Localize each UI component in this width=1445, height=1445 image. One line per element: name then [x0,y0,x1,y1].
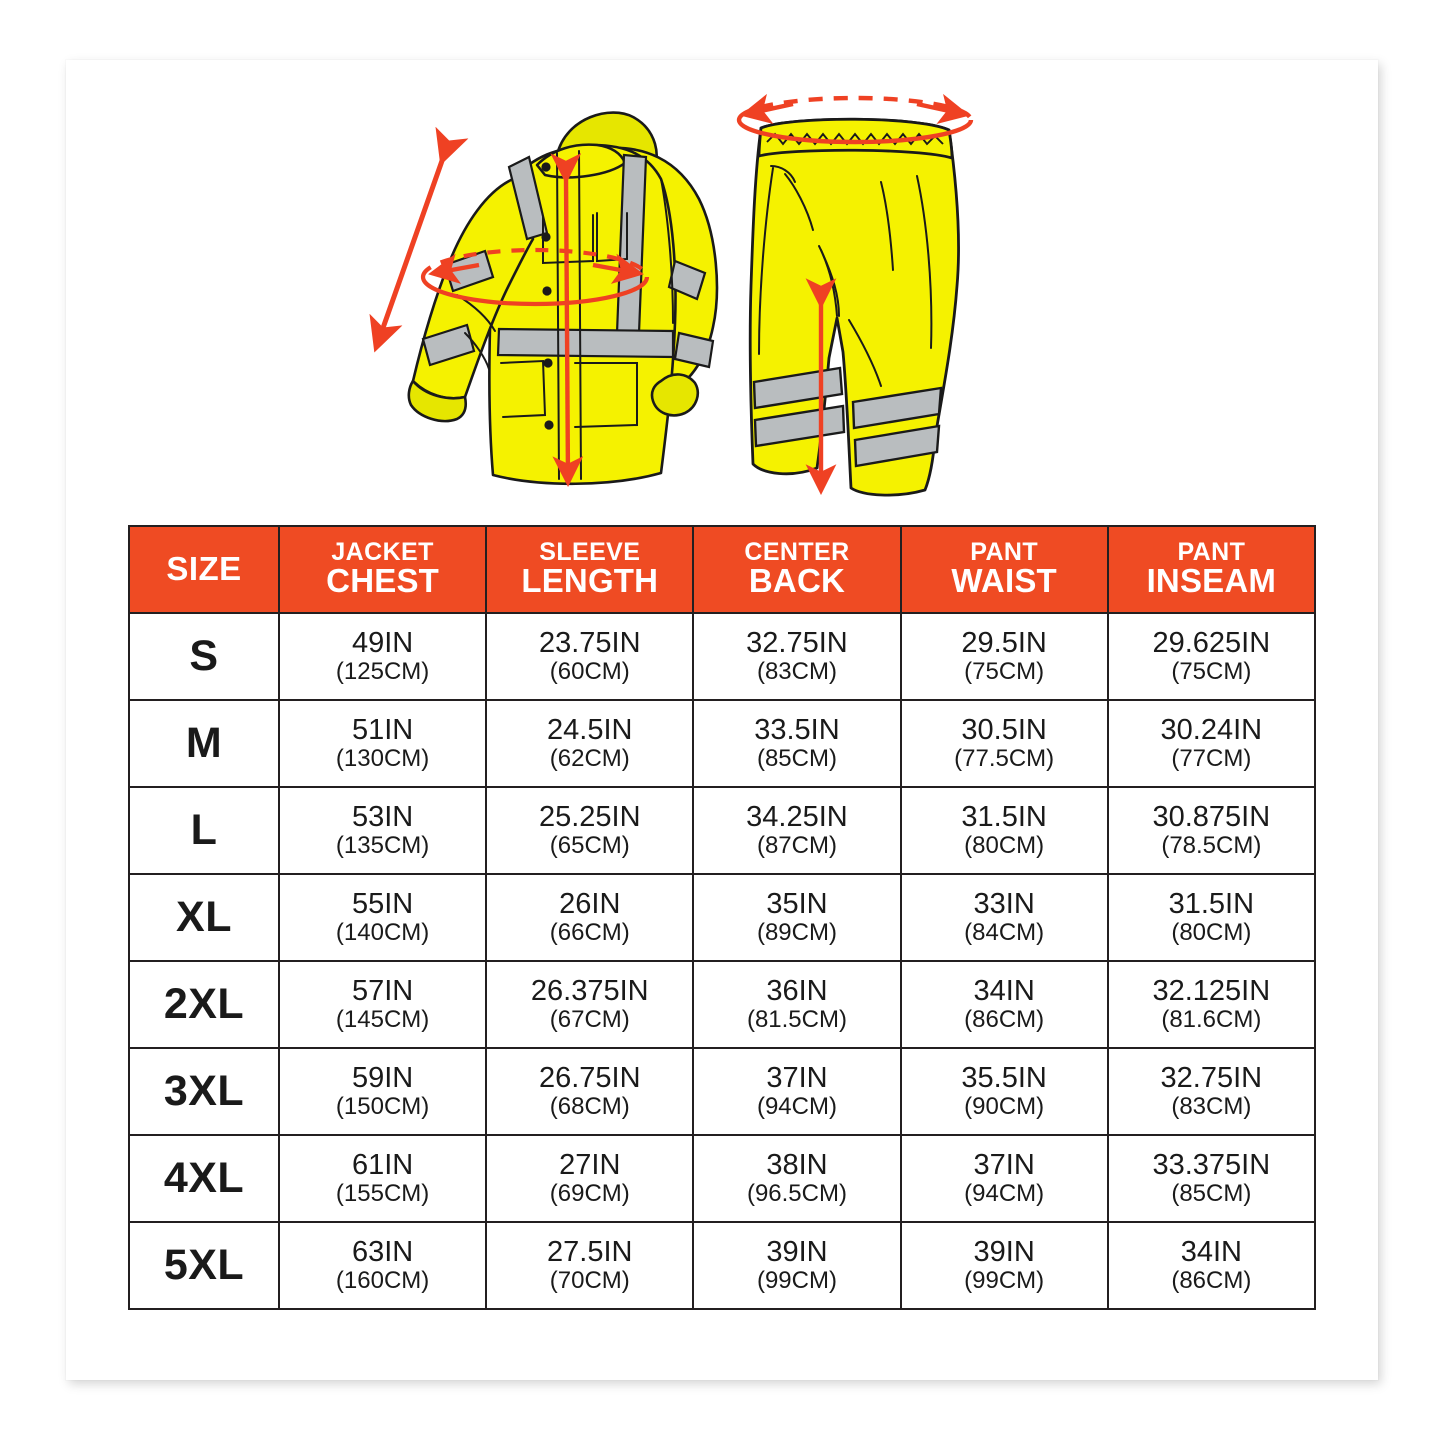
measurement-centimeters: (66CM) [549,919,630,947]
header-row [129,526,1315,613]
measurement-centimeters: (69CM) [549,1180,630,1208]
measurement-centimeters: (77.5CM) [954,745,1055,773]
measurement-inches: 27IN [559,1148,621,1181]
measurement-centimeters: (83CM) [756,658,837,686]
column-header-pant-waist-top: PANT [970,538,1039,567]
measurement-centimeters: (62CM) [549,745,630,773]
measurement-centimeters: (145CM) [335,1006,430,1034]
measurement-cell-pant-inseam [1108,613,1315,700]
hi-vis-jacket-illustration [361,95,761,505]
measurement-centimeters: (67CM) [549,1006,630,1034]
column-header-pant-waist-bottom: WAIST [951,561,1057,599]
size-label-cell: M [129,700,279,787]
measurement-cell-center-back [693,961,900,1048]
measurement-inches: 57IN [351,974,414,1007]
measurement-inches: 33IN [973,887,1035,920]
measurement-cell-pant-inseam [1108,700,1315,787]
measurement-cell-pant-waist [901,961,1108,1048]
measurement-cell-pant-waist [901,874,1108,961]
column-header-size [129,526,279,613]
hi-vis-pants-illustration [721,90,991,510]
measurement-inches: 49IN [351,626,414,659]
measurement-centimeters: (94CM) [756,1093,837,1121]
measurement-inches: 51IN [351,713,414,746]
measurement-cell-center-back [693,1135,900,1222]
column-header-size-label: SIZE [166,550,242,587]
column-header-jacket-chest-top: JACKET [331,538,434,567]
measurement-cell-pant-inseam [1108,961,1315,1048]
column-header-sleeve-length-bottom: LENGTH [521,561,659,599]
measurement-cell-pant-waist [901,1135,1108,1222]
measurement-inches: 35IN [766,887,828,920]
measurement-centimeters: (86CM) [1171,1267,1252,1295]
table-row [129,787,1315,874]
column-header-pant-inseam-bottom: INSEAM [1146,561,1277,599]
measurement-centimeters: (150CM) [335,1093,430,1121]
measurement-inches: 29.625IN [1152,626,1271,659]
measurement-inches: 24.5IN [547,713,633,746]
measurement-centimeters: (99CM) [756,1267,837,1295]
measurement-centimeters: (70CM) [549,1267,630,1295]
measurement-cell-pant-inseam [1108,1222,1315,1309]
measurement-cell-pant-waist [901,787,1108,874]
measurement-inches: 32.75IN [746,626,848,659]
column-header-pant-inseam [1108,526,1315,613]
size-chart-card [66,60,1378,1380]
measurement-cell-center-back [693,874,900,961]
measurement-centimeters: (130CM) [335,745,430,773]
measurement-centimeters: (80CM) [964,832,1045,860]
measurement-cell-center-back [693,613,900,700]
measurement-cell-pant-inseam [1108,787,1315,874]
size-label-cell: 3XL [129,1048,279,1135]
table-row [129,1222,1315,1309]
measurement-inches: 30.875IN [1152,800,1271,833]
measurement-inches: 27.5IN [547,1235,633,1268]
measurement-inches: 38IN [766,1148,828,1181]
table-body [129,613,1315,1309]
measurement-centimeters: (60CM) [549,658,630,686]
measurement-cell-pant-inseam [1108,874,1315,961]
measurement-centimeters: (135CM) [335,832,430,860]
table-row [129,1135,1315,1222]
measurement-centimeters: (99CM) [964,1267,1045,1295]
measurement-inches: 35.5IN [961,1061,1047,1094]
measurement-inches: 30.24IN [1160,713,1263,746]
measurement-centimeters: (81.5CM) [746,1006,847,1034]
measurement-centimeters: (75CM) [1171,658,1252,686]
measurement-inches: 39IN [766,1235,828,1268]
measurement-centimeters: (80CM) [1171,919,1252,947]
table-row [129,613,1315,700]
measurement-centimeters: (89CM) [756,919,837,947]
measurement-cell-pant-waist [901,1048,1108,1135]
measurement-cell-center-back [693,787,900,874]
measurement-centimeters: (85CM) [1171,1180,1252,1208]
measurement-cell-jacket-chest [279,613,486,700]
measurement-inches: 26.75IN [538,1061,641,1094]
measurement-cell-sleeve-length [486,961,693,1048]
column-header-jacket-chest-bottom: CHEST [326,561,440,599]
measurement-centimeters: (65CM) [549,832,630,860]
measurement-cell-jacket-chest [279,700,486,787]
measurement-inches: 53IN [351,800,414,833]
measurement-centimeters: (78.5CM) [1161,832,1262,860]
measurement-centimeters: (85CM) [756,745,837,773]
measurement-inches: 39IN [973,1235,1035,1268]
measurement-inches: 34IN [1180,1235,1242,1268]
measurement-cell-jacket-chest [279,961,486,1048]
measurement-centimeters: (90CM) [964,1093,1045,1121]
measurement-cell-sleeve-length [486,1135,693,1222]
measurement-inches: 36IN [766,974,828,1007]
measurement-inches: 26IN [559,887,621,920]
measurement-cell-center-back [693,1222,900,1309]
measurement-centimeters: (68CM) [549,1093,630,1121]
column-header-pant-inseam-top: PANT [1177,538,1246,567]
measurement-inches: 25.25IN [538,800,641,833]
measurement-centimeters: (84CM) [964,919,1045,947]
measurement-cell-pant-waist [901,700,1108,787]
measurement-cell-jacket-chest [279,1048,486,1135]
garment-illustrations [66,60,1378,515]
measurement-inches: 31.5IN [961,800,1047,833]
table-row [129,700,1315,787]
measurement-inches: 30.5IN [961,713,1047,746]
column-header-sleeve-length [486,526,693,613]
measurement-cell-jacket-chest [279,1135,486,1222]
measurement-inches: 32.125IN [1152,974,1271,1007]
column-header-pant-waist [901,526,1108,613]
measurement-inches: 59IN [351,1061,414,1094]
table-row [129,961,1315,1048]
measurement-inches: 37IN [973,1148,1035,1181]
measurement-inches: 61IN [351,1148,414,1181]
size-label-cell: XL [129,874,279,961]
measurement-centimeters: (86CM) [964,1006,1045,1034]
size-chart-table [128,525,1316,1310]
measurement-centimeters: (160CM) [335,1267,430,1295]
measurement-inches: 26.375IN [530,974,649,1007]
measurement-centimeters: (155CM) [335,1180,430,1208]
measurement-inches: 29.5IN [961,626,1047,659]
measurement-centimeters: (87CM) [756,832,837,860]
size-label-cell: S [129,613,279,700]
measurement-cell-jacket-chest [279,1222,486,1309]
measurement-centimeters: (94CM) [964,1180,1045,1208]
measurement-inches: 37IN [766,1061,828,1094]
table-row [129,1048,1315,1135]
measurement-centimeters: (96.5CM) [746,1180,847,1208]
center-back-arrow [566,177,568,480]
measurement-cell-sleeve-length [486,1048,693,1135]
measurement-centimeters: (81.6CM) [1161,1006,1262,1034]
measurement-cell-jacket-chest [279,787,486,874]
measurement-inches: 34.25IN [746,800,848,833]
measurement-centimeters: (77CM) [1171,745,1252,773]
measurement-cell-center-back [693,700,900,787]
measurement-inches: 55IN [351,887,414,920]
measurement-inches: 31.5IN [1168,887,1255,920]
measurement-cell-pant-inseam [1108,1135,1315,1222]
table-row [129,874,1315,961]
measurement-cell-sleeve-length [486,1222,693,1309]
measurement-cell-pant-waist [901,613,1108,700]
size-label-cell: 2XL [129,961,279,1048]
measurement-cell-pant-waist [901,1222,1108,1309]
measurement-inches: 34IN [973,974,1035,1007]
measurement-cell-sleeve-length [486,700,693,787]
column-header-center-back-top: CENTER [744,538,850,567]
measurement-inches: 23.75IN [538,626,641,659]
measurement-cell-sleeve-length [486,874,693,961]
column-header-center-back [693,526,900,613]
measurement-centimeters: (75CM) [964,658,1045,686]
size-label-cell: 5XL [129,1222,279,1309]
size-label-cell: 4XL [129,1135,279,1222]
table-header [129,526,1315,613]
column-header-jacket-chest [279,526,486,613]
size-label-cell: L [129,787,279,874]
measurement-inches: 32.75IN [1160,1061,1263,1094]
measurement-inches: 33.5IN [754,713,840,746]
measurement-centimeters: (83CM) [1171,1093,1252,1121]
column-header-sleeve-length-top: SLEEVE [539,538,641,567]
measurement-cell-jacket-chest [279,874,486,961]
column-header-center-back-bottom: BACK [748,561,846,599]
measurement-cell-pant-inseam [1108,1048,1315,1135]
measurement-cell-center-back [693,1048,900,1135]
measurement-centimeters: (125CM) [335,658,430,686]
measurement-cell-sleeve-length [486,787,693,874]
measurement-inches: 63IN [351,1235,414,1268]
measurement-centimeters: (140CM) [335,919,430,947]
measurement-cell-sleeve-length [486,613,693,700]
measurement-inches: 33.375IN [1152,1148,1271,1181]
